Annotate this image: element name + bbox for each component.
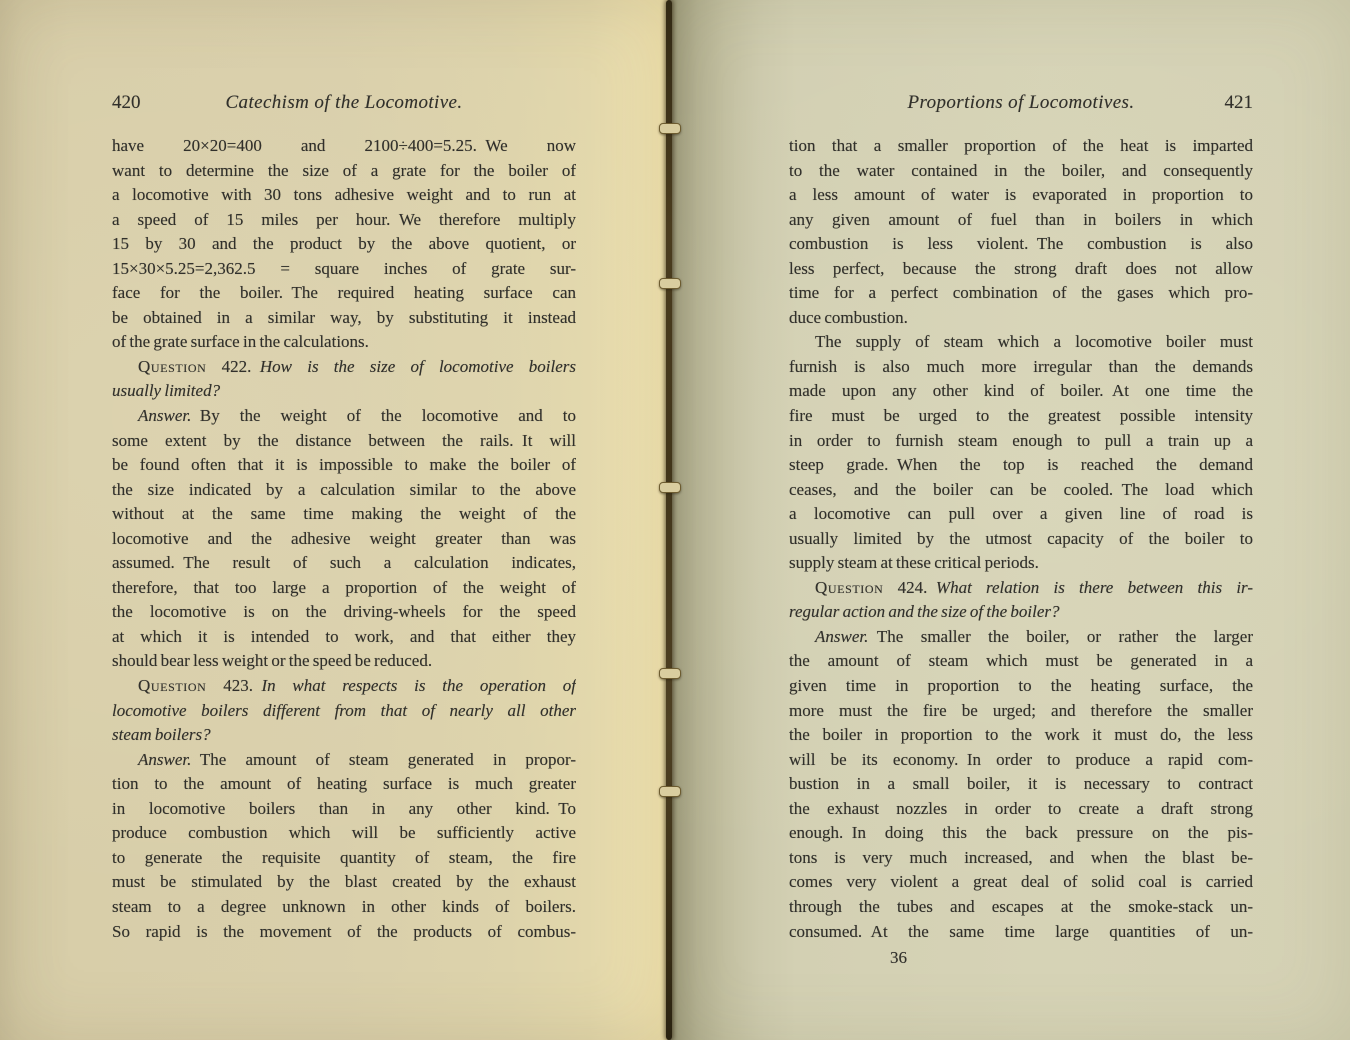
- text-line: some extent by the distance between the rails. It will: [112, 430, 576, 450]
- text-line: fire must be urged to the greatest possible intensity: [789, 406, 1253, 426]
- running-title-right: Proportions of Locomotives.: [907, 92, 1135, 113]
- left-page-header: [112, 90, 576, 116]
- text-line: a less amount of water is evaporated in proportion to: [789, 185, 1253, 205]
- text-line: the amount of steam which must be generated in a: [789, 651, 1253, 671]
- text-line: produce combustion which will be sufficiently active: [112, 823, 576, 843]
- text-line: assumed. The result of such a calculation indicates,: [112, 553, 576, 573]
- binding-stitch: [659, 482, 681, 493]
- page-number-right: 421: [1224, 92, 1253, 113]
- text-line: in order to furnish steam enough to pull a train up a: [789, 430, 1253, 450]
- text-line: tion to the amount of heating surface is much greater: [112, 774, 576, 794]
- right-page: [668, 0, 1350, 1040]
- text-line: want to determine the size of a grate for the boiler of: [112, 160, 576, 180]
- text-line: Answer. By the weight of the locomotive and to: [138, 406, 576, 426]
- text-line: without at the same time making the weight of the: [112, 504, 576, 524]
- text-line: tons is very much increased, and when the blast be-: [789, 847, 1253, 867]
- text-line: at which it is intended to work, and that either they: [112, 626, 576, 646]
- text-line: usually limited?: [112, 381, 221, 401]
- text-line: enough. In doing this the back pressure on the pis-: [789, 823, 1253, 843]
- text-line: steam boilers?: [112, 725, 211, 745]
- text-line: tion that a smaller proportion of the heat is imparted: [789, 136, 1253, 155]
- text-line: must be stimulated by the blast created by the exhaust: [112, 872, 576, 892]
- text-line: ceases, and the boiler can be cooled. The load which: [789, 479, 1253, 499]
- text-line: made upon any other kind of boiler. At one time the: [789, 381, 1253, 401]
- text-line: Question 424. What relation is there between this ir-: [815, 577, 1253, 597]
- binding-stitch: [659, 668, 681, 679]
- left-page: [0, 0, 668, 1040]
- text-line: So rapid is the movement of the products of combus-: [112, 921, 576, 941]
- text-line: steam to a degree unknown in other kinds of boilers.: [112, 896, 576, 916]
- text-line: Question 422. How is the size of locomotive boilers: [138, 356, 576, 376]
- text-line: a locomotive with 30 tons adhesive weight and to run at: [112, 185, 576, 205]
- text-line: supply steam at these critical periods.: [789, 553, 1039, 573]
- text-line: steep grade. When the top is reached the demand: [789, 455, 1253, 475]
- text-line: to generate the requisite quantity of steam, the fire: [112, 847, 576, 867]
- text-line: the boiler in proportion to the work it must do, the less: [789, 725, 1253, 745]
- text-line: duce combustion.: [789, 307, 908, 327]
- text-line: through the tubes and escapes at the smoke-stack un-: [789, 896, 1253, 916]
- running-title-left: Catechism of the Locomotive.: [225, 92, 463, 113]
- page-body: [789, 134, 1253, 944]
- text-line: be obtained in a similar way, by substituting it instead: [112, 307, 576, 327]
- page-body: [112, 134, 576, 944]
- text-line: 15 by 30 and the product by the above quotient, or: [112, 234, 576, 254]
- text-line: the size indicated by a calculation similar to the above: [112, 479, 576, 499]
- page-number-left: 420: [112, 92, 141, 113]
- text-line: bustion in a small boiler, it is necessary to contract: [789, 774, 1253, 794]
- text-line: combustion is less violent. The combustion is also: [789, 234, 1253, 254]
- text-line: given time in proportion to the heating surface, the: [789, 676, 1253, 696]
- text-line: face for the boiler. The required heating surface can: [112, 283, 576, 303]
- text-line: will be its economy. In order to produce a rapid com-: [789, 749, 1253, 769]
- text-line: regular action and the size of the boiler?: [789, 602, 1060, 622]
- text-line: furnish is also much more irregular than the demands: [789, 356, 1253, 376]
- text-line: comes very violent a great deal of solid coal is carried: [789, 872, 1253, 892]
- text-line: locomotive boilers different from that of nearly all other: [112, 700, 576, 720]
- right-page-header: [789, 90, 1253, 116]
- text-line: consumed. At the same time large quantities of un-: [789, 921, 1253, 941]
- signature-mark: 36: [890, 948, 907, 967]
- binding-stitch: [659, 278, 681, 289]
- text-line: have 20×20=400 and 2100÷400=5.25. We now: [112, 136, 576, 155]
- text-line: The supply of steam which a locomotive boiler must: [815, 332, 1253, 352]
- book-gutter-crease: [666, 0, 672, 1040]
- text-line: a speed of 15 miles per hour. We therefore multiply: [112, 209, 576, 229]
- text-line: Question 423. In what respects is the operation of: [138, 676, 576, 696]
- text-line: the locomotive is on the driving-wheels for the speed: [112, 602, 576, 622]
- text-line: therefore, that too large a proportion of the weight of: [112, 577, 576, 597]
- text-line: a locomotive can pull over a given line of road is: [789, 504, 1253, 524]
- text-line: the exhaust nozzles in order to create a draft strong: [789, 798, 1253, 818]
- text-line: be found often that it is impossible to make the boiler of: [112, 455, 576, 475]
- text-line: of the grate surface in the calculations.: [112, 332, 369, 352]
- text-line: Answer. The smaller the boiler, or rather the larger: [815, 626, 1253, 646]
- text-line: time for a perfect combination of the gases which pro-: [789, 283, 1253, 303]
- text-line: in locomotive boilers than in any other kind. To: [112, 798, 576, 818]
- text-line: less perfect, because the strong draft does not allow: [789, 258, 1253, 278]
- text-line: 15×30×5.25=2,362.5 = square inches of grate sur-: [112, 258, 576, 278]
- text-line: should bear less weight or the speed be reduced.: [112, 651, 433, 671]
- binding-stitch: [659, 786, 681, 797]
- text-line: to the water contained in the boiler, and consequently: [789, 160, 1253, 180]
- text-line: locomotive and the adhesive weight greater than was: [112, 528, 576, 548]
- text-line: any given amount of fuel than in boilers in which: [789, 209, 1253, 229]
- text-line: more must the fire be urged; and therefore the smaller: [789, 700, 1253, 720]
- text-line: Answer. The amount of steam generated in propor-: [138, 749, 576, 769]
- binding-stitch: [659, 123, 681, 134]
- text-line: usually limited by the utmost capacity of the boiler to: [789, 528, 1253, 548]
